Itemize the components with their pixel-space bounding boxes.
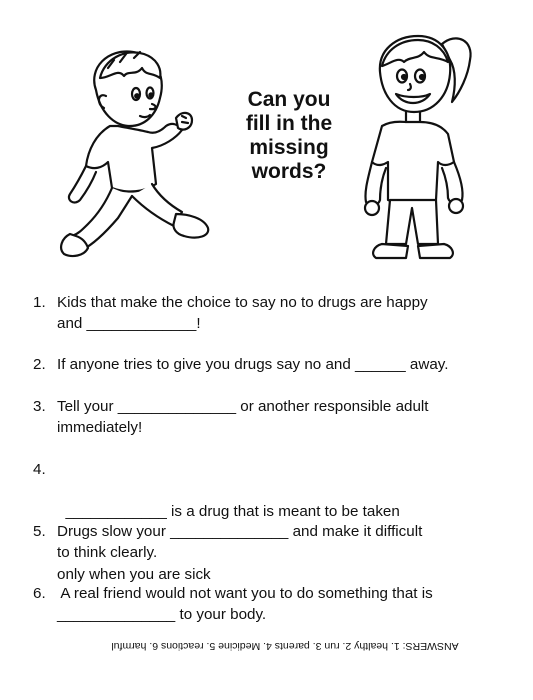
question-text — [57, 583, 509, 625]
title-line: fill in the — [245, 112, 333, 135]
question-text — [57, 521, 509, 563]
question-text — [57, 292, 509, 334]
question-line: Drugs slow your ______________ and make it difficult — [57, 523, 423, 540]
question-line: immediately! — [57, 419, 143, 436]
question-line: and _____________! — [57, 315, 201, 332]
title-line: Can you — [247, 88, 331, 111]
smiling-girl-icon — [352, 22, 482, 262]
question-line: Kids that make the choice to say no to drugs are happy — [57, 294, 428, 311]
question-number: 4. — [33, 461, 46, 478]
question-line: ______________ to your body. — [57, 606, 267, 623]
question-number: 3. — [33, 398, 46, 415]
running-boy-icon — [48, 38, 213, 258]
question-number: 5. — [33, 523, 46, 540]
question-line: to think clearly. — [57, 544, 158, 561]
question-line: ____________ is a drug that is meant to be taken — [57, 503, 400, 520]
question-line: only when you are sick — [57, 566, 211, 583]
question-text — [57, 354, 509, 375]
title-line: words? — [251, 160, 327, 183]
question-line: A real friend would not want you to do something that is — [57, 585, 433, 602]
title-line: missing — [249, 136, 329, 159]
question-line: Tell your ______________ or another responsible adult — [57, 398, 429, 415]
question-line: If anyone tries to give you drugs say no and ______ away. — [57, 356, 449, 373]
question-number: 6. — [33, 585, 46, 602]
question-number: 2. — [33, 356, 46, 373]
page-title — [214, 88, 364, 184]
question-number: 1. — [33, 294, 46, 311]
answer-key: ANSWERS: 1. healthy 2. run 3. parents 4. Medicine 5. reactions 6. harmful — [111, 640, 459, 652]
question-text — [57, 396, 509, 438]
